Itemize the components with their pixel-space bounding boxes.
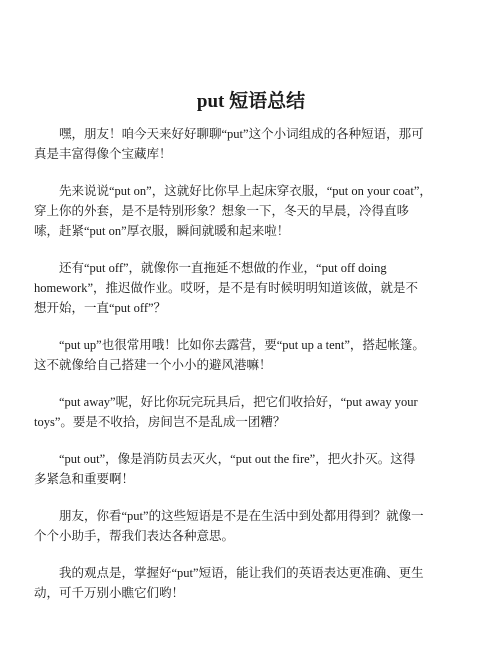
paragraph-line: 个个小助手，帮我们表达各种意思。 [34,529,235,543]
paragraph-put-off [34,258,466,318]
paragraph-put-away [34,392,466,432]
paragraph-put-on [34,181,466,241]
paragraph-line: toys”。要是不收拾，房间岂不是乱成一团糟？ [34,415,286,429]
paragraph-put-up [34,335,466,375]
paragraph-line: 朋友，你看“put”的这些短语是不是在生活中到处都用得到？就像一 [59,509,424,523]
paragraph-line: 这不就像给自己搭建一个小小的避风港嘛！ [34,358,272,372]
paragraph-line: 多紧急和重要啊！ [34,472,135,486]
paragraph-line: 先来说说“put on”，这就好比你早上起床穿衣服，“put on your coat”， [59,184,432,198]
paragraph-line: “put out”，像是消防员去灭火，“put out the fire”，把火扑灭。这得 [59,452,416,466]
paragraph-put-out [34,449,466,489]
paragraph-line: 真是丰富得像个宝藏库！ [34,147,172,161]
paragraph-line: “put up”也很常用哦！比如你去露营，要“put up a tent”，搭起帐篷。 [59,338,425,352]
paragraph-line: 我的观点是，掌握好“put”短语，能让我们的英语表达更准确、更生 [59,566,424,580]
paragraph-summary [34,506,466,546]
paragraph-line: 穿上你的外套，是不是特别形象？想象一下，冬天的早晨，冷得直哆 [34,204,410,218]
paragraph-line: 动，可千万别小瞧它们哟！ [34,586,185,600]
paragraph-line: homework”，推迟做作业。哎呀，是不是有时候明明知道该做，就是不 [34,281,419,295]
paragraph-line: 嘿，朋友！咱今天来好好聊聊“put”这个小词组成的各种短语，那可 [59,127,424,141]
paragraph-line: 想开始，一直“put off”？ [34,301,167,315]
document-title: put 短语总结 [196,91,306,112]
paragraph-line: “put away”呢，好比你玩完玩具后，把它们收拾好，“put away your [59,395,418,409]
paragraph-intro [34,124,466,164]
document-body [34,124,466,620]
paragraph-line: 嗦，赶紧“put on”厚衣服，瞬间就暖和起来啦！ [34,224,290,238]
paragraph-conclusion [34,563,466,603]
paragraph-line: 还有“put off”，就像你一直拖延不想做的作业，“put off doing [59,261,387,275]
